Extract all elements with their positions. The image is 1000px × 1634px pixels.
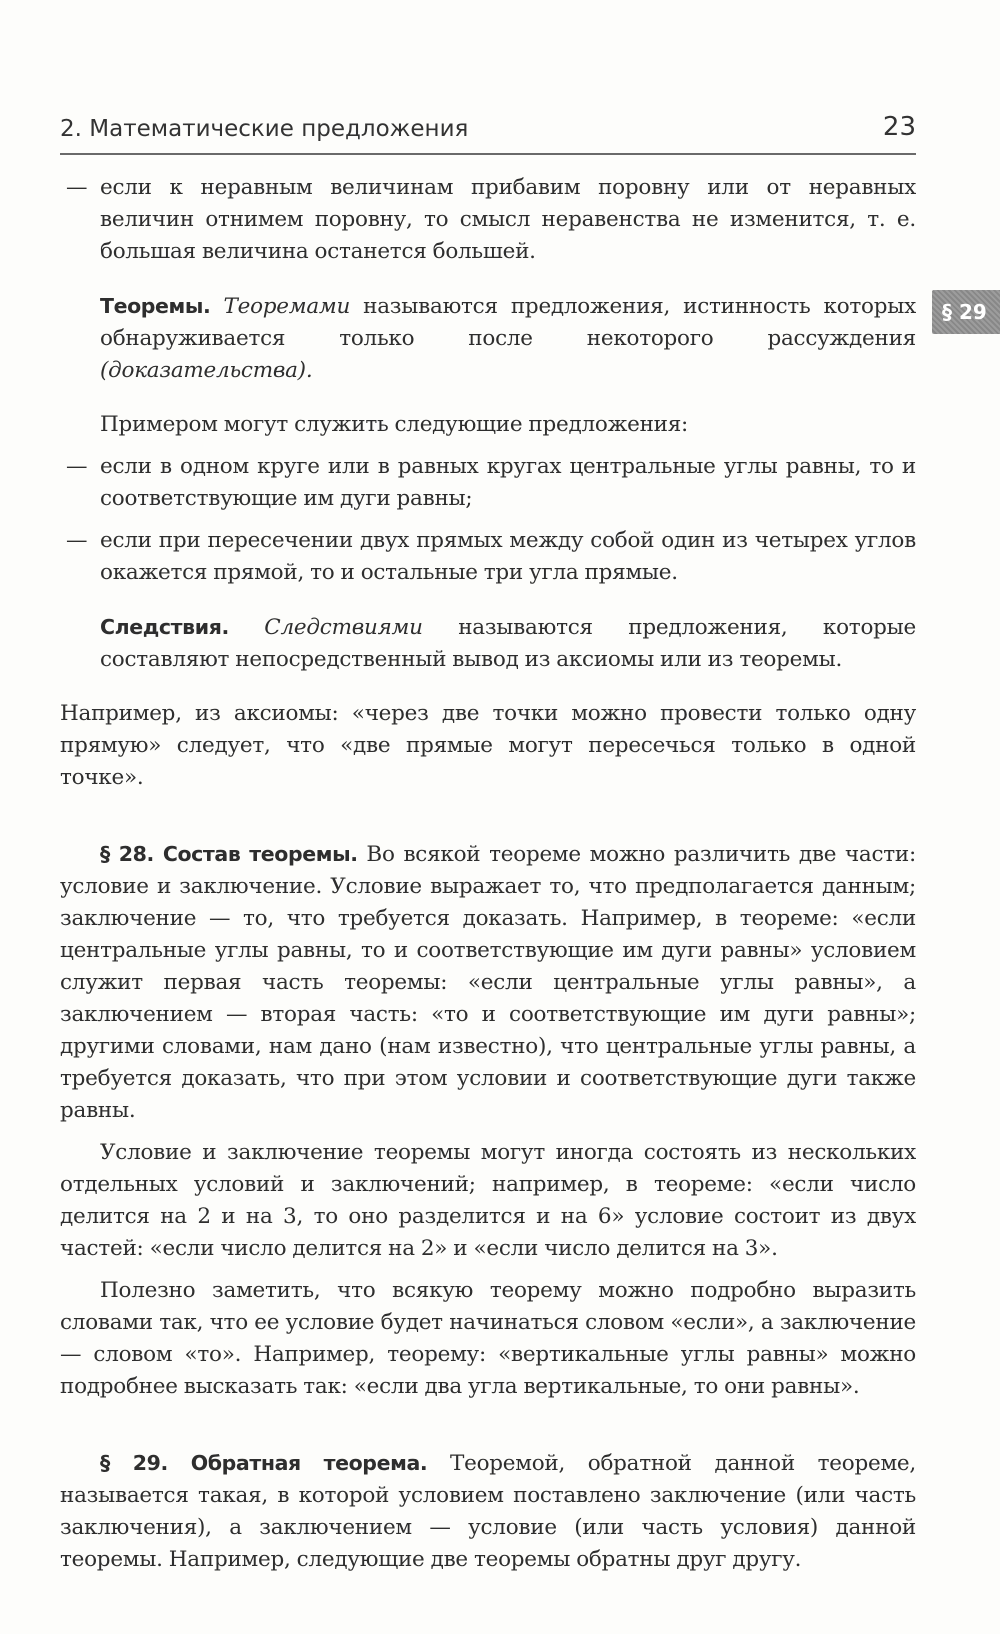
running-header — [60, 112, 916, 150]
theorems-heading: Теоремы. — [100, 294, 211, 318]
corollaries-definition — [60, 611, 916, 676]
dash-marker: — — [66, 454, 88, 479]
section-28-paragraph: Полезно заметить, что всякую теорему можно подробно выразить словами так, что ее условие будет начинаться словом «если», а заключение — словом «то». Например, теорему: «вертикальные углы равны» можно подробнее высказать так: «если два угла вертикальные, то они равны». — [60, 1278, 916, 1399]
chapter-title: 2. Математические предложения — [60, 116, 469, 142]
section-thumb-tab: § 29 — [932, 290, 1000, 334]
corollaries-example: Например, из аксиомы: «через две точки можно провести только одну прямую» следует, что «две прямые могут пересечься только в одной точке». — [60, 701, 916, 790]
section-28-paragraph — [60, 838, 916, 1127]
section-28-text: Во всякой теореме можно различить две части: условие и заключение. Условие выражает то, что предполагается данным; заключение — то, что требуется доказать. Например, в теореме: «если центральные углы равны, то и соответствующие им дуги равны» условием служит первая часть теоремы: «если центральные углы равны», а заключением — вторая часть: «то и соответствующие им дуги равны»; другими словами, нам дано (нам известно), что центральные углы равны, а требуется доказать, что при этом условии и соответствующие дуги также равны. — [60, 842, 916, 1123]
theorem-example-item — [60, 451, 916, 515]
theorem-example-text: если в одном круге или в равных кругах центральные углы равны, то и соответствующие им дуги равны; — [100, 454, 916, 511]
section-29-heading: § 29. Обратная теорема. — [100, 1451, 428, 1475]
dash-marker: — — [66, 528, 88, 553]
corollaries-text: называются предложения, которые составляют непосредственный вывод из аксиомы или из теоремы. — [100, 615, 916, 672]
theorem-example-text: если при пересечении двух прямых между собой один из четырех углов окажется прямой, то и остальные три угла прямые. — [100, 528, 916, 585]
theorems-text: называются предложения, истинность которых обнаруживается только после некоторого рассуждения — [100, 294, 917, 351]
theorems-paren: (доказательства). — [100, 358, 313, 383]
theorem-example-item — [60, 525, 916, 589]
theorems-term: Теоремами — [223, 294, 351, 319]
header-divider — [60, 153, 916, 155]
page-number: 23 — [882, 112, 916, 142]
theorems-example-intro: Примером могут служить следующие предложения: — [100, 412, 689, 437]
section-29-paragraph — [60, 1447, 916, 1576]
theorems-definition — [60, 290, 916, 387]
corollaries-heading: Следствия. — [100, 615, 229, 639]
inequality-text: если к неравным величинам прибавим поровну или от неравных величин отнимем поровну, то смысл неравенства не изменится, т. е. большая величина останется большей. — [100, 175, 916, 264]
inequality-list-item — [60, 172, 916, 268]
dash-marker: — — [66, 175, 88, 200]
page-body — [60, 172, 916, 1576]
section-28-paragraph: Условие и заключение теоремы могут иногда состоять из нескольких отдельных условий и заключений; например, в теореме: «если число делится на 2 и на 3, то оно разделится и на 6» условие состоит из двух частей: «если число делится на 2» и «если число делится на 3». — [60, 1140, 916, 1261]
section-29-text: Теоремой, обратной данной теореме, называется такая, в которой условием поставлено заключение (или часть заключения), а заключением — условие (или часть условия) данной теоремы. Например, следующие две теоремы обратны друг другу. — [60, 1451, 916, 1572]
corollaries-term: Следствиями — [264, 615, 423, 640]
section-28-heading: § 28. Состав теоремы. — [100, 842, 358, 866]
